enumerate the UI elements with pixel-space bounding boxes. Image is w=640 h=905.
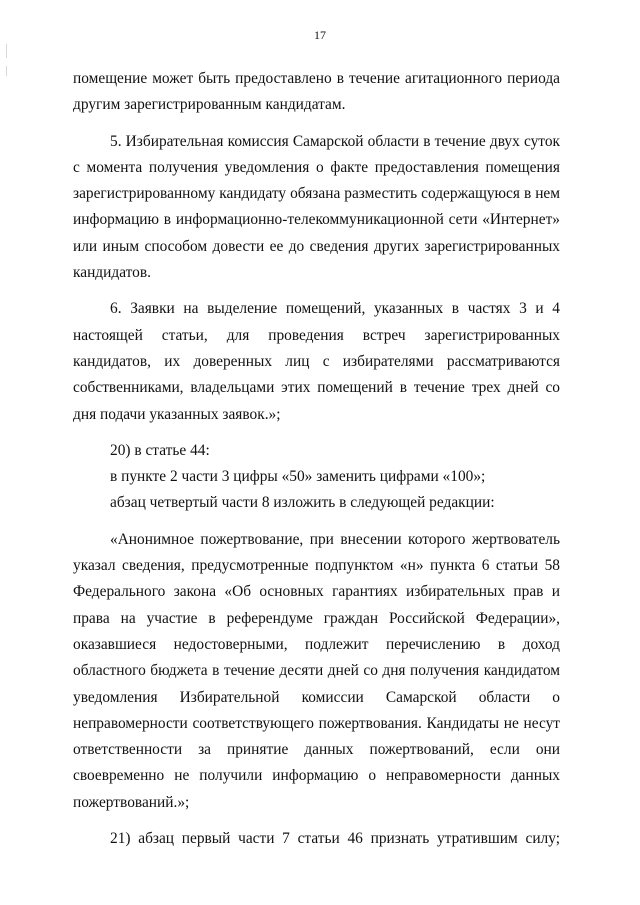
margin-mark (6, 44, 7, 58)
paragraph-quote: «Анонимное пожертвование, при внесении которого жертвователь указал сведения, предусмотренные подпунктом «н» пункта 6 статьи 58 Федерального закона «Об основных гарантиях избирательных прав и права на участие в референдуме граждан Российской Федерации», оказавшиеся недостоверными, подлежит перечислению в доход областного бюджета в течение десяти дней со дня получения кандидатом уведомления Избирательной комиссии Самарской области о неправомерности соответствующего пожертвования. Кандидаты не несут ответственности за принятие данных пожертвований, если они своевременно не получили информацию о неправомерности данных пожертвований.»; (73, 530, 560, 811)
margin-mark (6, 66, 7, 76)
paragraph-continuation: помещение может быть предоставлено в течение агитационного периода другим зарегистрированным кандидатам. (73, 70, 560, 114)
paragraph-item-5: 5. Избирательная комиссия Самарской области в течение двух суток с момента получения уведомления о факте предоставления помещения зарегистрированному кандидату обязана разместить содержащуюся в нем информацию в информационно-телекоммуникационной сети «Интернет» или иным способом довести ее до сведения других зарегистрированных кандидатов. (73, 132, 560, 282)
document-body (73, 66, 560, 852)
paragraph-amendment-1: в пункте 2 части 3 цифры «50» заменить цифрами «100»; (110, 468, 486, 486)
paragraph-item-6: 6. Заявки на выделение помещений, указанных в частях 3 и 4 настоящей статьи, для проведения встреч зарегистрированных кандидатов, их доверенных лиц с избирателями рассматриваются собственниками, владельцами этих помещений в течение трех дней со дня подачи указанных заявок.»; (73, 300, 560, 423)
paragraph-item-21: 21) абзац первый части 7 статьи 46 признать утратившим силу; (110, 830, 560, 848)
page-number: 17 (314, 28, 326, 42)
paragraph-item-20: 20) в статье 44: (110, 441, 210, 459)
paragraph-amendment-2: абзац четвертый части 8 изложить в следующей редакции: (110, 494, 495, 512)
